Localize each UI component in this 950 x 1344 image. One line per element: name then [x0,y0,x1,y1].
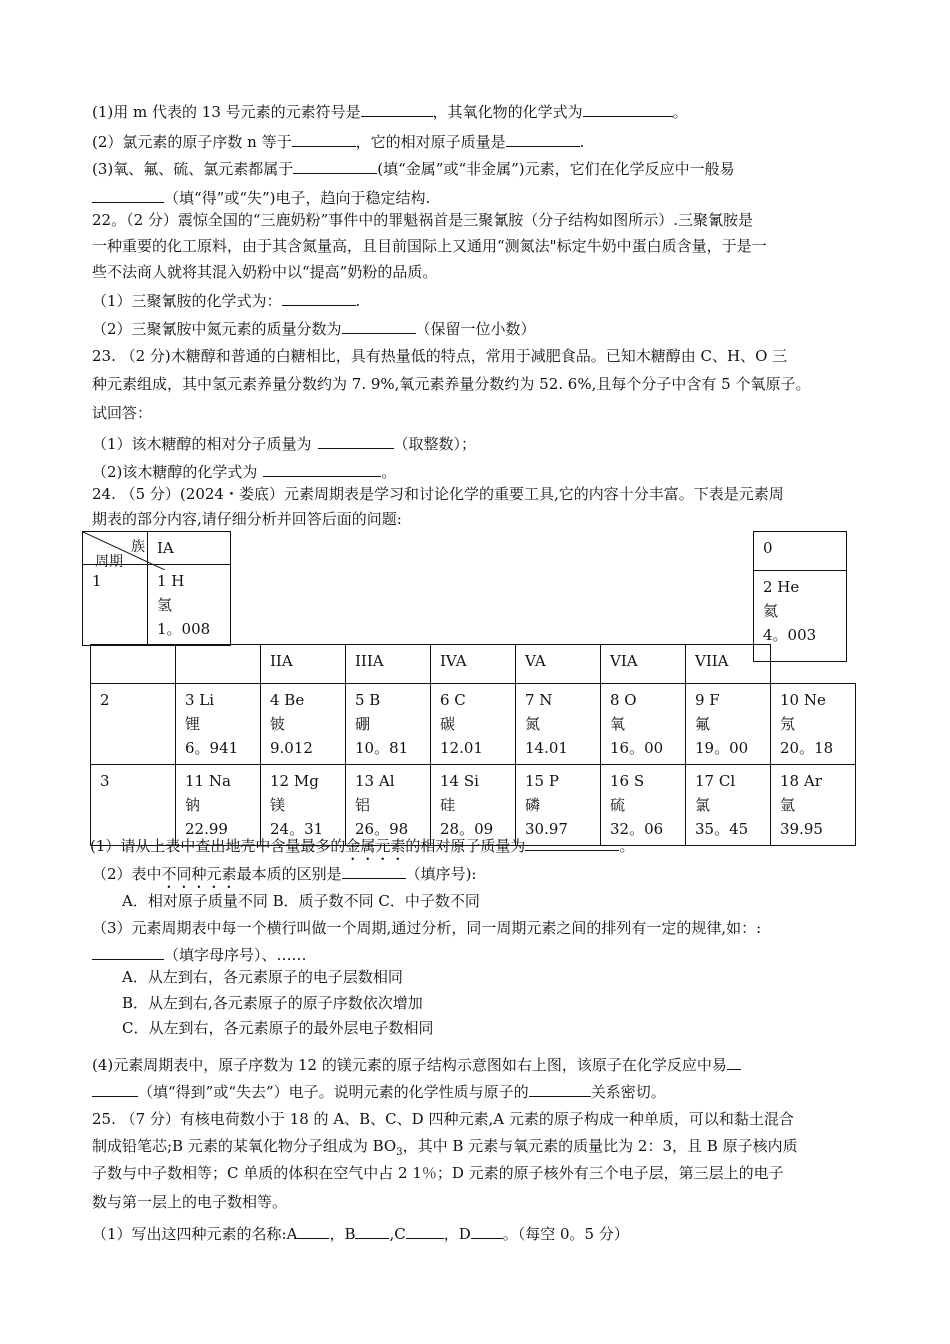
element-cell-li: 3 Li 锂 6。941 [176,684,261,765]
element-cell-he: 2 He 氦 4。003 [754,571,847,662]
answer-blank[interactable] [727,1053,741,1070]
answer-blank[interactable] [92,1080,138,1097]
q24-part2-options: A．相对原子质量不同 B．质子数不同 C．中子数不同 [122,892,480,910]
q21-part2: (2）氯元素的原子序数 n 等于 ，它的相对原子质量是 . [92,130,584,152]
group-header: IVA [431,645,516,684]
q22-stem-line1: 22。（2 分）震惊全国的“三鹿奶粉”事件中的罪魁祸首是三聚氰胺（分子结构如图所示）.三聚氰胺是 [92,211,754,229]
answer-blank[interactable] [342,317,416,334]
element-cell-be: 4 Be 铍 9.012 [261,684,346,765]
element-cell-si: 14 Si 硅 28。09 [431,765,516,846]
q24-stem-line1: 24. （5 分）(2024・娄底）元素周期表是学习和讨论化学的重要工具,它的内容十分丰富。下表是元素周 [92,485,784,503]
q25-stem-line3: 子数与中子数相等；C 单质的体积在空气中占 2 1％；D 元素的原子核外有三个电子层，第三层上的电子 [92,1164,784,1182]
q24-stem-line2: 期表的部分内容,请仔细分析并回答后面的问题: [92,510,402,528]
group-header: IIA [261,645,346,684]
group-header: IIIA [346,645,431,684]
answer-blank[interactable] [92,943,164,960]
element-cell-n: 7 N 氮 14.01 [516,684,601,765]
element-cell-na: 11 Na 钠 22.99 [176,765,261,846]
q21-part1: (1)用 m 代表的 13 号元素的元素符号是 ，其氧化物的化学式为 。 [92,100,688,122]
q22-part1: （1）三聚氰胺的化学式为： . [92,289,360,311]
q23-stem-line2: 种元素组成，其中氢元素养量分数约为 7. 9%,氧元素养量分数约为 52. 6%,且每个分子中含有 5 个氧原子。 [92,375,811,393]
periodic-table-body [90,683,856,846]
element-cell-cl: 17 Cl 氯 35。45 [686,765,771,846]
answer-blank[interactable] [342,862,406,879]
group-header: VIA [601,645,686,684]
answer-blank[interactable] [506,130,580,147]
group-ia-header: IA [148,532,231,565]
table-corner-cell: 族 周期 [83,532,148,565]
element-cell-ar: 18 Ar 氩 39.95 [771,765,856,846]
element-cell-p: 15 P 磷 30.97 [516,765,601,846]
q24-part1: (1）请从上表中查出地壳中含量最多的金属元素的相对原子质量为 。 [90,834,634,864]
period-1-label: 1 [83,565,148,646]
periodic-table-right-top [753,531,847,662]
q24-part4: (4)元素周期表中，原子序数为 12 的镁元素的原子结构示意图如右上图，该原子在化学反应中易 [92,1053,741,1075]
q25-stem-line2: 制成铅笔芯;B 元素的某氧化物分子组成为 $BO_3$，其中 B 元素与氧元素的质量比为 2：3，且 B 原子核内质 [92,1137,798,1158]
q23-part2: （2)该木糖醇的化学式为 。 [92,460,396,482]
group-header: VIIA [686,645,771,684]
element-cell-o: 8 O 氧 16。00 [601,684,686,765]
answer-blank[interactable] [406,1222,444,1239]
q21-part3-cont: （填“得”或“失”)电子，趋向于稳定结构. [92,186,430,208]
q25-stem-line1: 25. （7 分）有核电荷数小于 18 的 A、B、C、D 四种元素,A 元素的原子构成一种单质，可以和黏土混合 [92,1110,794,1128]
element-cell-f: 9 F 氟 19。00 [686,684,771,765]
element-cell-s: 16 S 硫 32。06 [601,765,686,846]
periodic-table-group-row [90,644,771,684]
group-header: VA [516,645,601,684]
answer-blank[interactable] [361,100,433,117]
q24-part3-fill: （填字母序号）、…… [92,943,307,965]
q24-part2: （2）表中不同种元素最本质的区别是 （填序号): [92,862,476,892]
answer-blank[interactable] [355,1222,389,1239]
q24-part3-option-c: C．从左到右，各元素原子的最外层电子数相同 [122,1019,434,1037]
element-cell-ne: 10 Ne 氖 20。18 [771,684,856,765]
q22-stem-line2: 一种重要的化工原料，由于其含氮量高，且目前国际上又通用“测氮法"标定牛奶中蛋白质含量，于是一 [92,237,767,255]
answer-blank[interactable] [92,186,164,203]
periodic-table-left-top [82,531,231,646]
answer-blank[interactable] [583,100,673,117]
q25-part1: （1）写出这四种元素的名称:A ，B ,C ，D 。（每空 0。5 分） [92,1222,629,1244]
q22-stem-line3: 些不法商人就将其混入奶粉中以“提高”奶粉的品质。 [92,263,438,281]
answer-blank[interactable] [318,432,394,449]
period-2-label: 2 [91,684,176,765]
element-cell-b: 5 B 硼 10。81 [346,684,431,765]
answer-blank[interactable] [471,1222,503,1239]
q24-part3-option-b: B．从左到右,各元素原子的原子序数依次增加 [122,994,423,1012]
q21-part3: (3)氧、氟、硫、氯元素都属于 (填“金属”或“非金属”)元素，它们在化学反应中一般易 [92,157,735,179]
period-3-label: 3 [91,765,176,846]
element-cell-mg: 12 Mg 镁 24。31 [261,765,346,846]
q23-part1: （1）该木糖醇的相对分子质量为 （取整数）； [92,432,476,454]
q24-part3-option-a: A．从左到右，各元素原子的电子层数相同 [122,968,403,986]
q25-stem-line4: 数与第一层上的电子数相等。 [92,1193,288,1211]
answer-blank[interactable] [293,157,377,174]
element-cell-al: 13 Al 铝 26。98 [346,765,431,846]
group-0-header: 0 [754,532,847,571]
answer-blank[interactable] [525,834,619,851]
q24-part4-cont: （填“得到”或“失去”）电子。说明元素的化学性质与原子的 关系密切。 [92,1080,666,1102]
answer-blank[interactable] [292,130,356,147]
answer-blank[interactable] [263,460,381,477]
element-cell-c: 6 C 碳 12.01 [431,684,516,765]
answer-blank[interactable] [282,289,356,306]
q24-part3-stem: （3）元素周期表中每一个横行叫做一个周期,通过分析，同一周期元素之间的排列有一定的规律,如：: [92,919,762,937]
answer-blank[interactable] [297,1222,329,1239]
answer-blank[interactable] [529,1080,591,1097]
q23-stem-line1: 23. （2 分)木糖醇和普通的白糖相比，具有热量低的特点，常用于减肥食品。已知木糖醇由 C、H、O 三 [92,347,788,365]
q22-part2: （2）三聚氰胺中氮元素的质量分数为 （保留一位小数） [92,317,536,339]
element-cell-h: 1 H 氢 1。008 [148,565,231,646]
q23-stem-line3: 试回答： [92,404,153,422]
